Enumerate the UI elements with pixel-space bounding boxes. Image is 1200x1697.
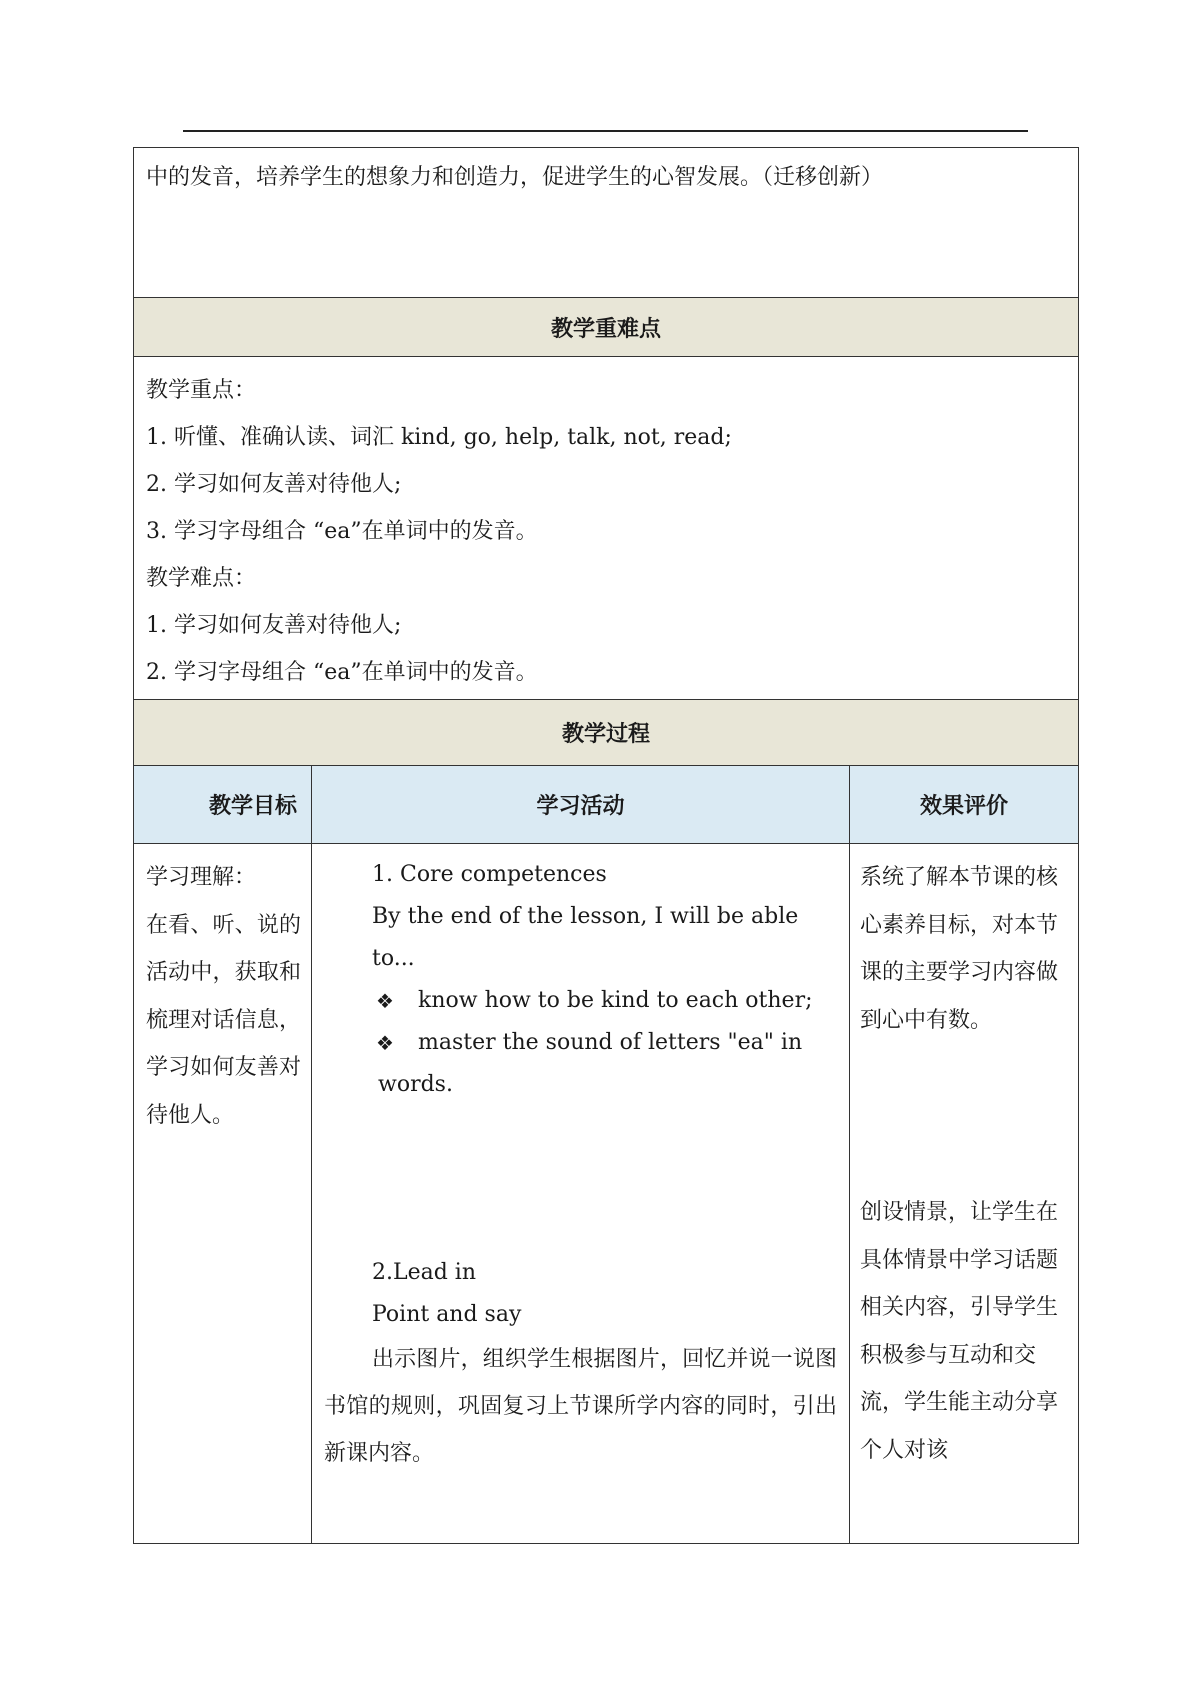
step2-description: 出示图片，组织学生根据图片，回忆并说一说图书馆的规则，巩固复习上节课所学内容的同时，引出新课内容。 <box>324 1347 837 1466</box>
header-rule <box>183 130 1028 132</box>
difficult-points-heading: 教学难点： <box>146 566 257 591</box>
step2-subtitle: Point and say <box>372 1302 522 1327</box>
activity-cell <box>312 844 850 1544</box>
process-header: 教学过程 <box>134 700 1079 766</box>
objective-bullet <box>324 1022 837 1106</box>
key-points-cell <box>134 357 1079 700</box>
diamond-bullet-icon: ❖ <box>376 1031 394 1055</box>
objective-text: master the sound of letters "ea" in words. <box>378 1030 803 1097</box>
column-header-activity: 学习活动 <box>312 766 850 844</box>
goal-heading: 学习理解： <box>146 865 257 890</box>
key-point-item: 2. 学习如何友善对待他人; <box>146 472 402 497</box>
continuation-row <box>134 148 1079 298</box>
difficult-point-item: 2. 学习字母组合 “ea”在单词中的发音。 <box>146 660 538 685</box>
key-point-item: 1. 听懂、准确认读、词汇 kind, go, help, talk, not, read; <box>146 425 732 450</box>
continuation-cell <box>134 148 1079 298</box>
goal-cell <box>134 844 312 1544</box>
objective-bullet <box>324 980 837 1022</box>
key-points-heading: 教学重点： <box>146 378 257 403</box>
key-point-item: 3. 学习字母组合 “ea”在单词中的发音。 <box>146 519 538 544</box>
process-header-row <box>134 700 1079 766</box>
evaluation-cell <box>850 844 1079 1544</box>
goal-body: 在看、听、说的活动中，获取和梳理对话信息，学习如何友善对待他人。 <box>146 912 301 1128</box>
evaluation-text-2: 创设情景，让学生在具体情景中学习话题相关内容，引导学生积极参与互动和交流，学生能主动分享个人对该 <box>860 1200 1059 1463</box>
diamond-bullet-icon: ❖ <box>376 989 394 1013</box>
key-points-header: 教学重难点 <box>134 298 1079 357</box>
lesson-plan-table <box>133 147 1079 1544</box>
difficult-point-item: 1. 学习如何友善对待他人; <box>146 613 402 638</box>
step2-title: 2.Lead in <box>372 1260 477 1285</box>
step1-intro: By the end of the lesson, I will be able to... <box>372 904 799 971</box>
continuation-text: 中的发音，培养学生的想象力和创造力，促进学生的心智发展。（迁移创新） <box>146 165 884 190</box>
step1-title: 1. Core competences <box>372 862 607 887</box>
process-body-row <box>134 844 1079 1544</box>
evaluation-text-1: 系统了解本节课的核心素养目标，对本节课的主要学习内容做到心中有数。 <box>860 865 1059 1033</box>
column-header-goal: 教学目标 <box>134 766 312 844</box>
key-points-row <box>134 357 1079 700</box>
column-header-evaluation: 效果评价 <box>850 766 1079 844</box>
column-header-row <box>134 766 1079 844</box>
key-points-header-row <box>134 298 1079 357</box>
objective-text: know how to be kind to each other; <box>418 988 813 1013</box>
